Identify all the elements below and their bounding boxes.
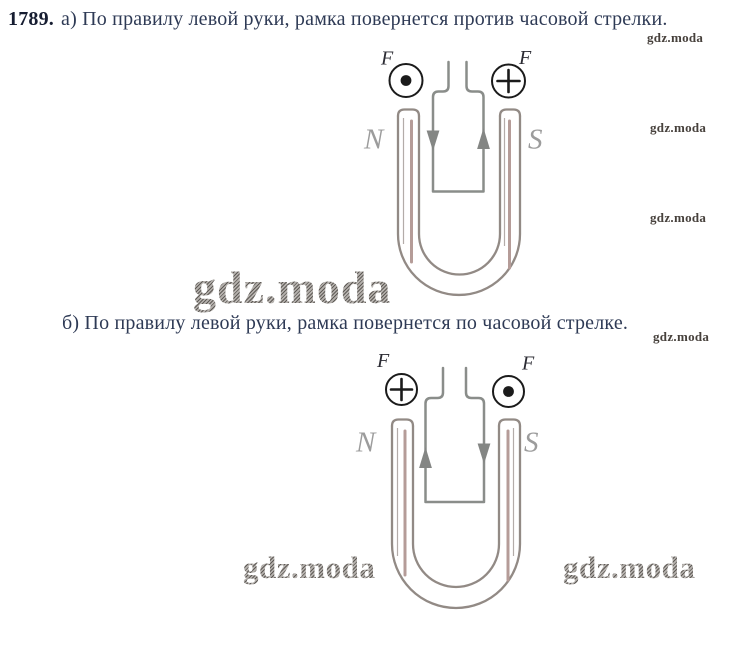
circle-dot-icon [493,376,524,407]
watermark-big: gdz.moda [193,262,392,313]
magnet-pole-cap-right [500,110,520,117]
current-frame-b [426,368,485,502]
magnet-pole-cap-right [499,420,520,427]
pole-north-label: N [356,426,376,459]
circle-plus-icon [492,65,525,98]
magnet-outer-outline [398,116,520,295]
watermark-bottom-left: gdz.moda [243,550,376,585]
solution-line-a [8,8,668,31]
answer-text-b: б) По правилу левой руки, рамка повернется по часовой стрелке. [62,312,629,334]
current-arrow-up-icon [419,447,432,468]
force-right-label: F [522,352,535,375]
current-out-dot [401,75,412,86]
solution-line-b [62,312,628,335]
answer-text-a: а) По правилу левой руки, рамка повернется против часовой стрелки. [61,8,668,30]
current-arrow-down-icon [427,131,440,152]
watermark-small-2: gdz.moda [650,120,707,135]
current-frame-a [433,62,484,192]
circle-plus-icon [386,374,417,405]
pole-north-label: N [364,123,384,156]
problem-number: 1789. [8,8,54,30]
watermark-bottom-right: gdz.moda [563,550,696,585]
pole-south-label: S [528,123,543,156]
force-left-label: F [377,350,390,372]
magnet-outer-outline [392,426,520,608]
watermark-small-1: gdz.moda [647,30,704,45]
force-right-label: F [519,47,532,69]
circle-dot-icon [390,64,423,97]
watermark-small-4: gdz.moda [653,329,710,344]
watermark-small-3: gdz.moda [650,210,707,225]
pole-south-label: S [524,426,539,459]
current-arrow-down-icon [478,444,491,465]
current-out-dot [503,386,514,397]
current-arrow-up-icon [477,128,490,149]
horseshoe-magnet-b [392,420,520,609]
force-left-label: F [381,47,394,70]
horseshoe-magnet-a [398,110,520,295]
magnet-pole-cap-left [392,420,413,427]
magnet-pole-cap-left [398,110,419,117]
